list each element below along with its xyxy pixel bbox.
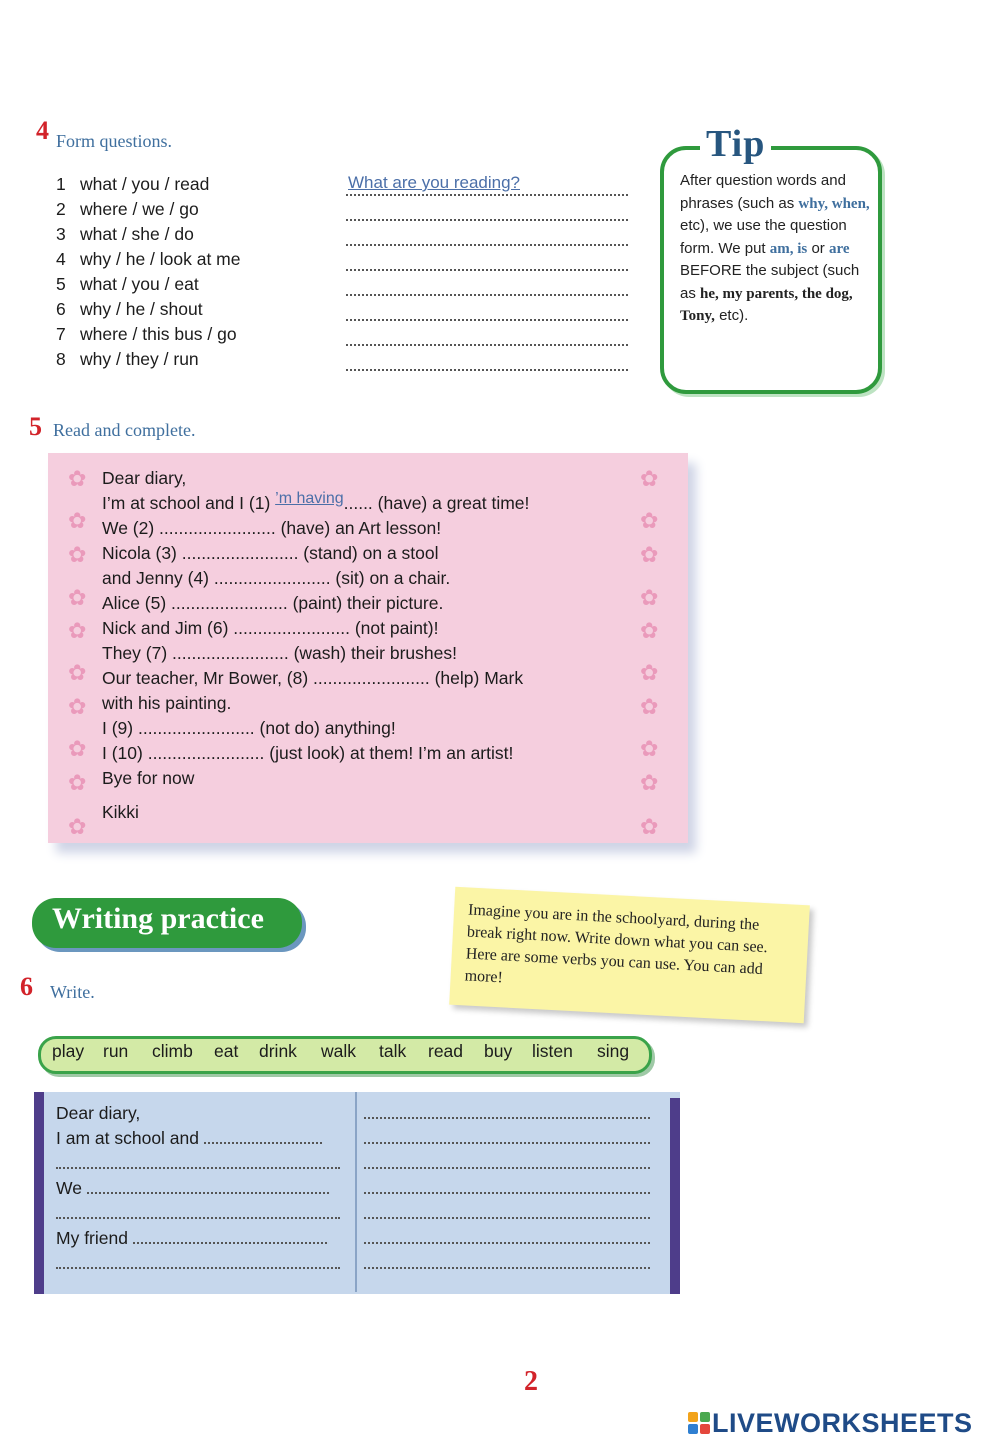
- question-row: [56, 299, 636, 324]
- question-number: 6: [56, 299, 66, 319]
- flower-icon: ✿: [68, 618, 87, 643]
- writing-practice-title: Writing practice: [52, 902, 264, 935]
- flower-icon: ✿: [640, 542, 659, 567]
- question-prompt: why / he / look at me: [80, 249, 241, 269]
- instruction-note-text: Imagine you are in the schoolyard, during the break right now. Write down what you can see. Here are some verbs you can use. You can add more!: [464, 901, 769, 987]
- writing-line-left: Dear diary,: [56, 1103, 141, 1123]
- exercise-6-instruction: Write.: [50, 982, 95, 1002]
- flower-icon: ✿: [640, 660, 659, 685]
- answer-field[interactable]: [346, 274, 628, 296]
- page-number: 2: [524, 1366, 538, 1397]
- flower-icon: ✿: [68, 542, 87, 567]
- answer-field[interactable]: [346, 299, 628, 321]
- flower-icon: ✿: [640, 466, 659, 491]
- exercise-5-number: 5: [29, 412, 42, 441]
- writing-blank[interactable]: [364, 1203, 650, 1219]
- flower-icon: ✿: [68, 660, 87, 685]
- writing-area-left-bar: [34, 1092, 44, 1294]
- question-prompt: where / we / go: [80, 199, 199, 219]
- exercise-4-number: 4: [36, 116, 49, 145]
- answer-field[interactable]: [346, 249, 628, 271]
- answer-field[interactable]: [346, 199, 628, 221]
- flower-icon: ✿: [68, 466, 87, 491]
- verb-item: run: [103, 1041, 129, 1061]
- writing-line-left: We: [56, 1178, 329, 1199]
- question-number: 3: [56, 224, 66, 244]
- verb-item: talk: [379, 1041, 407, 1061]
- diary-line: I (9) ........................ (not do) anything!: [102, 718, 396, 738]
- writing-blank[interactable]: [364, 1253, 650, 1269]
- writing-line-left: [56, 1153, 340, 1174]
- writing-blank[interactable]: [364, 1103, 650, 1119]
- flower-icon: ✿: [640, 585, 659, 610]
- flower-icon: ✿: [640, 736, 659, 761]
- writing-blank[interactable]: [56, 1253, 340, 1269]
- flower-icon: ✿: [68, 736, 87, 761]
- brand-icon: [688, 1412, 710, 1434]
- verb-item: sing: [597, 1041, 630, 1061]
- writing-line-right: [364, 1103, 650, 1124]
- writing-blank[interactable]: [87, 1178, 329, 1194]
- diary-line: I’m at school and I (1) ’m having...... (have) a great time!: [102, 490, 530, 513]
- question-row: [56, 249, 636, 274]
- diary-line: I (10) ........................ (just look) at them! I’m an artist!: [102, 743, 514, 763]
- writing-line-left: I am at school and: [56, 1128, 322, 1149]
- writing-blank[interactable]: [56, 1153, 340, 1169]
- diary-line: Nicola (3) ........................ (stand) on a stool: [102, 543, 439, 563]
- flower-icon: ✿: [68, 585, 87, 610]
- flower-icon: ✿: [68, 508, 87, 533]
- verb-item: play: [52, 1041, 85, 1061]
- diary-line: Alice (5) ........................ (paint) their picture.: [102, 593, 444, 613]
- writing-line-right: [364, 1128, 650, 1149]
- verb-item: walk: [321, 1041, 357, 1061]
- verb-item: buy: [484, 1041, 513, 1061]
- writing-line-left: My friend: [56, 1228, 327, 1249]
- exercise-6-number: 6: [20, 972, 33, 1001]
- question-prompt: where / this bus / go: [80, 324, 237, 344]
- diary-line: Kikki: [102, 802, 139, 822]
- verb-item: eat: [214, 1041, 239, 1061]
- diary-line: and Jenny (4) ........................ (sit) on a chair.: [102, 568, 451, 588]
- writing-line-right: [364, 1228, 650, 1249]
- question-row: [56, 174, 636, 199]
- answer-text: What are you reading?: [348, 173, 520, 192]
- verb-item: drink: [259, 1041, 297, 1061]
- writing-line-right: [364, 1178, 650, 1199]
- question-number: 1: [56, 174, 66, 194]
- tip-text: After question words and phrases (such as why, when, etc), we use the question form. We put am, is or are BEFORE the subject (such as he, my parents, the dog, Tony, etc).: [680, 172, 870, 324]
- diary-line: Nick and Jim (6) ........................ (not paint)!: [102, 618, 439, 638]
- question-prompt: what / you / eat: [80, 274, 199, 294]
- flower-icon: ✿: [68, 814, 87, 839]
- question-row: [56, 349, 636, 374]
- question-number: 2: [56, 199, 66, 219]
- writing-blank[interactable]: [364, 1178, 650, 1194]
- instruction-note: [449, 887, 810, 1023]
- flower-icon: ✿: [640, 770, 659, 795]
- diary-line: Bye for now: [102, 768, 195, 788]
- diary-line: with his painting.: [102, 693, 232, 713]
- answer-field[interactable]: [346, 349, 628, 371]
- writing-blank[interactable]: [204, 1128, 322, 1144]
- flower-icon: ✿: [640, 694, 659, 719]
- writing-blank[interactable]: [364, 1153, 650, 1169]
- diary-line: Dear diary,: [102, 468, 187, 488]
- writing-area-divider: [355, 1092, 357, 1292]
- question-prompt: what / you / read: [80, 174, 210, 194]
- exercise-5-instruction: Read and complete.: [53, 420, 196, 440]
- question-number: 7: [56, 324, 66, 344]
- verb-item: listen: [532, 1041, 573, 1061]
- flower-icon: ✿: [68, 770, 87, 795]
- writing-blank[interactable]: [56, 1203, 340, 1219]
- flower-icon: ✿: [640, 814, 659, 839]
- writing-line-left: [56, 1203, 340, 1224]
- writing-line-left: [56, 1253, 340, 1274]
- writing-blank[interactable]: [133, 1228, 327, 1244]
- verb-item: read: [428, 1041, 464, 1061]
- question-row: [56, 274, 636, 299]
- question-row: [56, 324, 636, 349]
- verb-item: climb: [152, 1041, 193, 1061]
- flower-icon: ✿: [640, 618, 659, 643]
- tip-title: Tip: [700, 122, 771, 166]
- answer-field[interactable]: [346, 224, 628, 246]
- answer-field[interactable]: [346, 174, 628, 196]
- question-prompt: why / they / run: [80, 349, 199, 369]
- writing-line-right: [364, 1203, 650, 1224]
- flower-icon: ✿: [68, 694, 87, 719]
- flower-icon: ✿: [640, 508, 659, 533]
- question-prompt: what / she / do: [80, 224, 194, 244]
- question-number: 5: [56, 274, 66, 294]
- example-answer[interactable]: ’m having: [275, 490, 344, 507]
- writing-area-right-bar: [670, 1098, 680, 1294]
- answer-field[interactable]: [346, 324, 628, 346]
- writing-blank[interactable]: [364, 1128, 650, 1144]
- brand-logo: LIVEWORKSHEETS: [688, 1408, 973, 1439]
- writing-blank[interactable]: [364, 1228, 650, 1244]
- diary-line: Our teacher, Mr Bower, (8) ........................ (help) Mark: [102, 668, 524, 688]
- diary-line: We (2) ........................ (have) an Art lesson!: [102, 518, 442, 538]
- exercise-4-instruction: Form questions.: [56, 131, 173, 151]
- question-row: [56, 224, 636, 249]
- question-prompt: why / he / shout: [80, 299, 203, 319]
- writing-line-right: [364, 1153, 650, 1174]
- question-number: 4: [56, 249, 66, 269]
- diary-line: They (7) ........................ (wash) their brushes!: [102, 643, 457, 663]
- writing-line-right: [364, 1253, 650, 1274]
- question-row: [56, 199, 636, 224]
- question-number: 8: [56, 349, 66, 369]
